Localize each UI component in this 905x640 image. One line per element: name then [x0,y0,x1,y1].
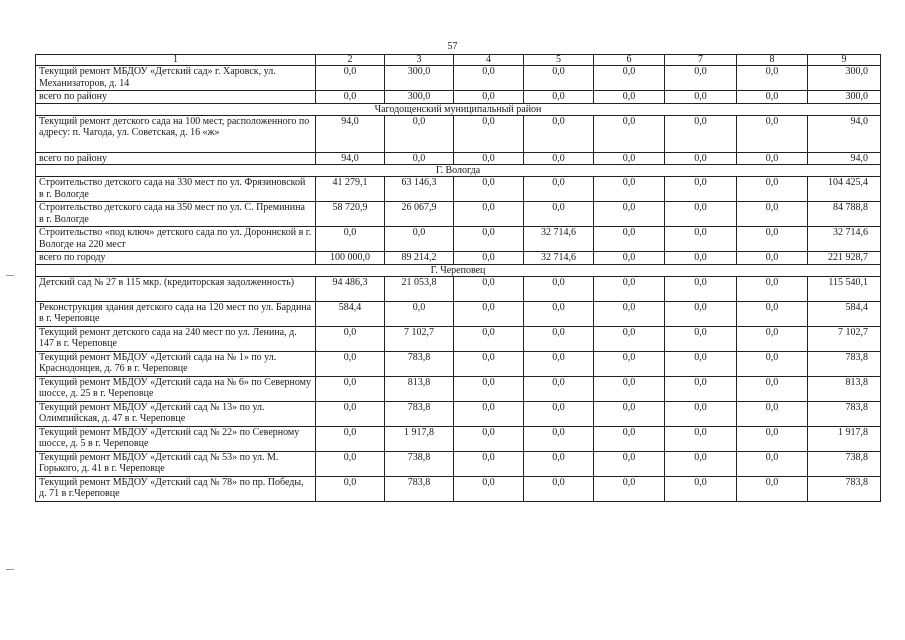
value-col-9: 783,8 [808,351,881,376]
table-row [36,401,881,426]
table-row [36,115,881,152]
value-col-8: 0,0 [737,152,808,165]
value-col-6: 0,0 [594,476,665,501]
value-col-3: 813,8 [385,376,454,401]
value-col-5: 32 714,6 [524,227,594,252]
value-col-7: 0,0 [665,351,737,376]
value-col-8: 0,0 [737,301,808,326]
value-col-5: 0,0 [524,451,594,476]
value-col-9: 783,8 [808,476,881,501]
value-col-5: 0,0 [524,401,594,426]
value-col-5: 0,0 [524,91,594,104]
table-row [36,376,881,401]
value-col-8: 0,0 [737,351,808,376]
value-col-3: 0,0 [385,152,454,165]
value-col-5: 0,0 [524,376,594,401]
column-number: 6 [594,55,665,66]
value-col-3: 783,8 [385,476,454,501]
value-col-7: 0,0 [665,177,737,202]
value-col-5: 0,0 [524,152,594,165]
value-col-4: 0,0 [454,426,524,451]
value-col-6: 0,0 [594,66,665,91]
value-col-2: 94,0 [316,152,385,165]
value-col-3: 300,0 [385,91,454,104]
value-col-7: 0,0 [665,276,737,301]
value-col-4: 0,0 [454,91,524,104]
value-col-5: 0,0 [524,276,594,301]
value-col-5: 0,0 [524,351,594,376]
section-header-row [36,165,881,177]
value-col-3: 1 917,8 [385,426,454,451]
total-row [36,91,881,104]
table-row [36,202,881,227]
item-description: Реконструкция здания детского сада на 120 мест по ул. Бардина в г. Череповце [36,301,316,326]
value-col-9: 738,8 [808,451,881,476]
value-col-8: 0,0 [737,91,808,104]
value-col-4: 0,0 [454,66,524,91]
value-col-4: 0,0 [454,476,524,501]
value-col-4: 0,0 [454,202,524,227]
value-col-2: 100 000,0 [316,252,385,265]
value-col-9: 94,0 [808,115,881,152]
value-col-5: 32 714,6 [524,252,594,265]
column-number: 8 [737,55,808,66]
value-col-2: 0,0 [316,91,385,104]
value-col-3: 7 102,7 [385,326,454,351]
value-col-5: 0,0 [524,301,594,326]
value-col-9: 783,8 [808,401,881,426]
item-description: Текущий ремонт МБДОУ «Детский сад № 22» по Северному шоссе, д. 5 в г. Череповце [36,426,316,451]
value-col-4: 0,0 [454,177,524,202]
item-description: Детский сад № 27 в 115 мкр. (кредиторская задолженность) [36,276,316,301]
value-col-6: 0,0 [594,276,665,301]
value-col-7: 0,0 [665,227,737,252]
item-description: Текущий ремонт детского сада на 240 мест по ул. Ленина, д. 147 в г. Череповце [36,326,316,351]
value-col-3: 783,8 [385,351,454,376]
value-col-2: 584,4 [316,301,385,326]
value-col-2: 0,0 [316,227,385,252]
value-col-8: 0,0 [737,227,808,252]
value-col-9: 813,8 [808,376,881,401]
item-description: Строительство детского сада на 330 мест по ул. Фрязиновской в г. Вологде [36,177,316,202]
value-col-3: 26 067,9 [385,202,454,227]
item-description: Строительство «под ключ» детского сада по ул. Дороннской в г. Вологде на 220 мест [36,227,316,252]
table-row [36,276,881,301]
value-col-8: 0,0 [737,115,808,152]
value-col-7: 0,0 [665,426,737,451]
value-col-7: 0,0 [665,252,737,265]
table-row [36,476,881,501]
value-col-5: 0,0 [524,115,594,152]
value-col-7: 0,0 [665,326,737,351]
item-description: Текущий ремонт МБДОУ «Детский сад № 53» по ул. М. Горького, д. 41 в г. Череповце [36,451,316,476]
column-number: 5 [524,55,594,66]
value-col-5: 0,0 [524,476,594,501]
section-title: Г. Череповец [36,264,881,276]
budget-table [35,54,881,502]
total-row [36,152,881,165]
value-col-6: 0,0 [594,252,665,265]
value-col-4: 0,0 [454,276,524,301]
value-col-3: 63 146,3 [385,177,454,202]
value-col-5: 0,0 [524,177,594,202]
value-col-2: 94 486,3 [316,276,385,301]
value-col-3: 300,0 [385,66,454,91]
value-col-2: 0,0 [316,326,385,351]
value-col-6: 0,0 [594,202,665,227]
value-col-9: 115 540,1 [808,276,881,301]
section-title: Чагодощенский муниципальный район [36,103,881,115]
value-col-3: 0,0 [385,301,454,326]
value-col-9: 221 928,7 [808,252,881,265]
column-number: 9 [808,55,881,66]
value-col-4: 0,0 [454,152,524,165]
value-col-7: 0,0 [665,66,737,91]
value-col-7: 0,0 [665,115,737,152]
value-col-2: 0,0 [316,401,385,426]
table-row [36,326,881,351]
value-col-6: 0,0 [594,326,665,351]
value-col-8: 0,0 [737,476,808,501]
value-col-9: 7 102,7 [808,326,881,351]
value-col-8: 0,0 [737,376,808,401]
value-col-2: 0,0 [316,66,385,91]
value-col-6: 0,0 [594,351,665,376]
total-label: всего по району [36,91,316,104]
value-col-9: 300,0 [808,66,881,91]
value-col-9: 104 425,4 [808,177,881,202]
value-col-2: 0,0 [316,376,385,401]
value-col-3: 0,0 [385,227,454,252]
value-col-6: 0,0 [594,177,665,202]
value-col-4: 0,0 [454,376,524,401]
table-row [36,177,881,202]
table-row [36,451,881,476]
column-number: 3 [385,55,454,66]
value-col-4: 0,0 [454,401,524,426]
total-label: всего по району [36,152,316,165]
value-col-2: 0,0 [316,351,385,376]
value-col-4: 0,0 [454,451,524,476]
value-col-8: 0,0 [737,202,808,227]
value-col-3: 783,8 [385,401,454,426]
column-number: 1 [36,55,316,66]
value-col-7: 0,0 [665,202,737,227]
value-col-9: 94,0 [808,152,881,165]
value-col-6: 0,0 [594,227,665,252]
value-col-5: 0,0 [524,202,594,227]
table-row [36,426,881,451]
table-row [36,66,881,91]
table-row [36,351,881,376]
value-col-9: 584,4 [808,301,881,326]
value-col-3: 21 053,8 [385,276,454,301]
value-col-9: 84 788,8 [808,202,881,227]
column-number-row [36,55,881,66]
value-col-8: 0,0 [737,276,808,301]
value-col-6: 0,0 [594,91,665,104]
value-col-9: 32 714,6 [808,227,881,252]
section-header-row [36,103,881,115]
value-col-5: 0,0 [524,326,594,351]
total-label: всего по городу [36,252,316,265]
total-row [36,252,881,265]
value-col-6: 0,0 [594,301,665,326]
value-col-6: 0,0 [594,115,665,152]
value-col-8: 0,0 [737,177,808,202]
value-col-8: 0,0 [737,326,808,351]
item-description: Текущий ремонт МБДОУ «Детский сада на № 1» по ул. Краснодонцев, д. 76 в г. Череповце [36,351,316,376]
value-col-2: 0,0 [316,451,385,476]
table-row [36,227,881,252]
value-col-4: 0,0 [454,351,524,376]
value-col-2: 58 720,9 [316,202,385,227]
scan-edge-mark [6,275,14,276]
value-col-4: 0,0 [454,301,524,326]
value-col-4: 0,0 [454,115,524,152]
value-col-3: 738,8 [385,451,454,476]
column-number: 4 [454,55,524,66]
page-number: 57 [447,41,458,52]
column-number: 2 [316,55,385,66]
item-description: Текущий ремонт МБДОУ «Детский сад № 78» по пр. Победы, д. 71 в г.Череповце [36,476,316,501]
column-number: 7 [665,55,737,66]
value-col-5: 0,0 [524,66,594,91]
value-col-9: 300,0 [808,91,881,104]
value-col-7: 0,0 [665,401,737,426]
value-col-2: 41 279,1 [316,177,385,202]
table-row [36,301,881,326]
value-col-8: 0,0 [737,66,808,91]
value-col-5: 0,0 [524,426,594,451]
value-col-9: 1 917,8 [808,426,881,451]
value-col-6: 0,0 [594,376,665,401]
value-col-6: 0,0 [594,426,665,451]
value-col-6: 0,0 [594,152,665,165]
value-col-7: 0,0 [665,476,737,501]
section-title: Г. Вологда [36,165,881,177]
value-col-4: 0,0 [454,227,524,252]
item-description: Текущий ремонт МБДОУ «Детский сад» г. Харовск, ул. Механизаторов, д. 14 [36,66,316,91]
value-col-8: 0,0 [737,426,808,451]
item-description: Строительство детского сада на 350 мест по ул. С. Преминина в г. Вологде [36,202,316,227]
value-col-7: 0,0 [665,301,737,326]
value-col-8: 0,0 [737,252,808,265]
table-body [36,55,881,502]
value-col-7: 0,0 [665,152,737,165]
value-col-7: 0,0 [665,91,737,104]
value-col-2: 0,0 [316,426,385,451]
value-col-3: 0,0 [385,115,454,152]
item-description: Текущий ремонт МБДОУ «Детский сада на № 6» по Северному шоссе, д. 25 в г. Череповце [36,376,316,401]
value-col-8: 0,0 [737,451,808,476]
value-col-3: 89 214,2 [385,252,454,265]
value-col-6: 0,0 [594,401,665,426]
section-header-row [36,264,881,276]
value-col-4: 0,0 [454,326,524,351]
scan-edge-mark [6,569,14,570]
item-description: Текущий ремонт детского сада на 100 мест, расположенного по адресу: п. Чагода, ул. Советская, д. 16 «ж» [36,115,316,152]
item-description: Текущий ремонт МБДОУ «Детский сад № 13» по ул. Олимпийская, д. 47 в г. Череповце [36,401,316,426]
value-col-2: 0,0 [316,476,385,501]
value-col-7: 0,0 [665,451,737,476]
value-col-4: 0,0 [454,252,524,265]
value-col-6: 0,0 [594,451,665,476]
value-col-8: 0,0 [737,401,808,426]
value-col-2: 94,0 [316,115,385,152]
value-col-7: 0,0 [665,376,737,401]
